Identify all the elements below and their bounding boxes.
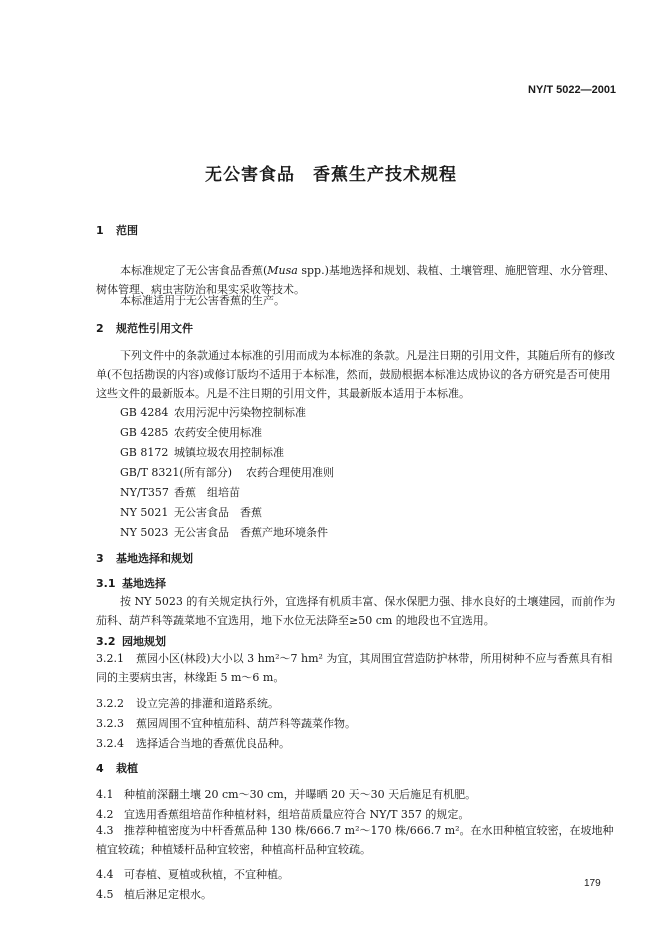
section-title: 范围 <box>116 224 138 237</box>
latin-genus: Musa <box>267 264 298 277</box>
section-2-heading <box>96 320 193 336</box>
clause-number: 4.4 <box>96 868 114 881</box>
reference-code: GB/T 8321(所有部分) <box>120 466 232 479</box>
reference-title: 农药合理使用准则 <box>246 466 334 479</box>
title-part-2: 香蕉生产技术规程 <box>313 165 457 185</box>
title-part-1: 无公害食品 <box>205 165 295 185</box>
reference-title: 城镇垃圾农用控制标准 <box>174 446 284 459</box>
reference-item <box>120 504 262 520</box>
section-number: 4 <box>96 762 104 775</box>
reference-title: 农用污泥中污染物控制标准 <box>174 406 306 419</box>
reference-item <box>120 404 306 420</box>
subsection-number: 3.2 <box>96 635 116 648</box>
section-1-heading <box>96 222 138 238</box>
section-title: 规范性引用文件 <box>116 322 193 335</box>
reference-code: GB 8172 <box>120 446 169 459</box>
section-title: 栽植 <box>116 762 138 775</box>
clause-text: 设立完善的排灌和道路系统。 <box>136 697 279 710</box>
reference-code: GB 4285 <box>120 426 169 439</box>
clause-4-4 <box>96 866 289 882</box>
clause-text: 蕉园小区(林段)大小以 3 hm²～7 hm² 为宜，其周围宜营造防护林带，所用树种不应与香蕉具有相同的主要病虫害，林缘距 5 m～6 m。 <box>96 652 613 684</box>
clause-text: 可春植、夏植或秋植，不宜种植。 <box>124 868 289 881</box>
reference-item <box>120 424 262 440</box>
clause-4-1 <box>96 786 476 802</box>
clause-3-2-2 <box>96 695 279 711</box>
clause-4-3 <box>96 821 616 859</box>
clause-number: 3.2.3 <box>96 717 124 730</box>
clause-3-2-4 <box>96 735 290 751</box>
section-number: 3 <box>96 552 104 565</box>
clause-4-2 <box>96 806 469 822</box>
reference-title: 无公害食品 香蕉产地环境条件 <box>174 526 328 539</box>
clause-number: 4.3 <box>96 824 114 837</box>
reference-item <box>120 524 328 540</box>
clause-3-2-1 <box>96 649 616 687</box>
reference-code: NY 5023 <box>120 526 169 539</box>
clause-number: 3.2.4 <box>96 737 124 750</box>
clause-number: 4.5 <box>96 888 114 901</box>
clause-text: 宜选用香蕉组培苗作种植材料，组培苗质量应符合 NY/T 357 的规定。 <box>124 808 470 821</box>
subsection-number: 3.1 <box>96 577 116 590</box>
section-3-heading <box>96 550 193 566</box>
reference-code: GB 4284 <box>120 406 169 419</box>
section-1-paragraph-2: 本标准适用于无公害香蕉的生产。 <box>120 294 285 307</box>
subsection-3-1-paragraph: 按 NY 5023 的有关规定执行外，宜选择有机质丰富、保水保肥力强、排水良好的土壤建园，而前作为茄科、葫芦科等蔬菜地不宜选用，地下水位无法降至≥50 cm 的地段也不宜选用。 <box>96 595 616 627</box>
section-2-paragraph: 下列文件中的条款通过本标准的引用而成为本标准的条款。凡是注日期的引用文件，其随后所有的修改单(不包括勘误的内容)或修订版均不适用于本标准，然而，鼓励根据本标准达成协议的各方研究是否可使用这些文件的最新版本。凡是不注日期的引用文件，其最新版本适用于本标准。 <box>96 349 615 400</box>
clause-number: 3.2.2 <box>96 697 124 710</box>
clause-4-5 <box>96 886 212 902</box>
clause-text: 蕉园周围不宜种植茄科、葫芦科等蔬菜作物。 <box>136 717 356 730</box>
clause-text: 推荐种植密度为中杆香蕉品种 130 株/666.7 m²～170 株/666.7 m²。在水田种植宜较密，在坡地种植宜较疏；种植矮杆品种宜较密，种植高杆品种宜较疏。 <box>96 824 614 856</box>
clause-number: 3.2.1 <box>96 652 124 665</box>
clause-text: 种植前深翻土壤 20 cm～30 cm，并曝晒 20 天～30 天后施足有机肥。 <box>124 788 477 801</box>
standard-number: NY/T 5022—2001 <box>528 84 617 96</box>
page-number: 179 <box>584 878 601 889</box>
section-number: 2 <box>96 322 104 335</box>
reference-code: NY/T357 <box>120 486 169 499</box>
reference-title: 香蕉 组培苗 <box>174 486 240 499</box>
clause-number: 4.1 <box>96 788 114 801</box>
section-1-paragraph-1: 本标准规定了无公害食品香蕉(Musa spp.)基地选择和规划、栽植、土壤管理、施肥管理、水分管理、树体管理、病虫害防治和果实采收等技术。 <box>96 264 615 296</box>
section-4-heading <box>96 760 138 776</box>
clause-number: 4.2 <box>96 808 114 821</box>
reference-item <box>120 484 240 500</box>
subsection-3-1-heading <box>96 575 166 591</box>
reference-code: NY 5021 <box>120 506 169 519</box>
subsection-title: 园地规划 <box>122 635 166 648</box>
reference-item <box>120 464 334 480</box>
subsection-title: 基地选择 <box>122 577 166 590</box>
section-title: 基地选择和规划 <box>116 552 193 565</box>
section-number: 1 <box>96 224 104 237</box>
clause-3-2-3 <box>96 715 356 731</box>
clause-text: 选择适合当地的香蕉优良品种。 <box>136 737 290 750</box>
reference-title: 无公害食品 香蕉 <box>174 506 262 519</box>
subsection-3-2-heading <box>96 633 166 649</box>
clause-text: 植后淋足定根水。 <box>124 888 212 901</box>
document-title <box>0 160 662 185</box>
reference-title: 农药安全使用标准 <box>174 426 262 439</box>
reference-item <box>120 444 284 460</box>
